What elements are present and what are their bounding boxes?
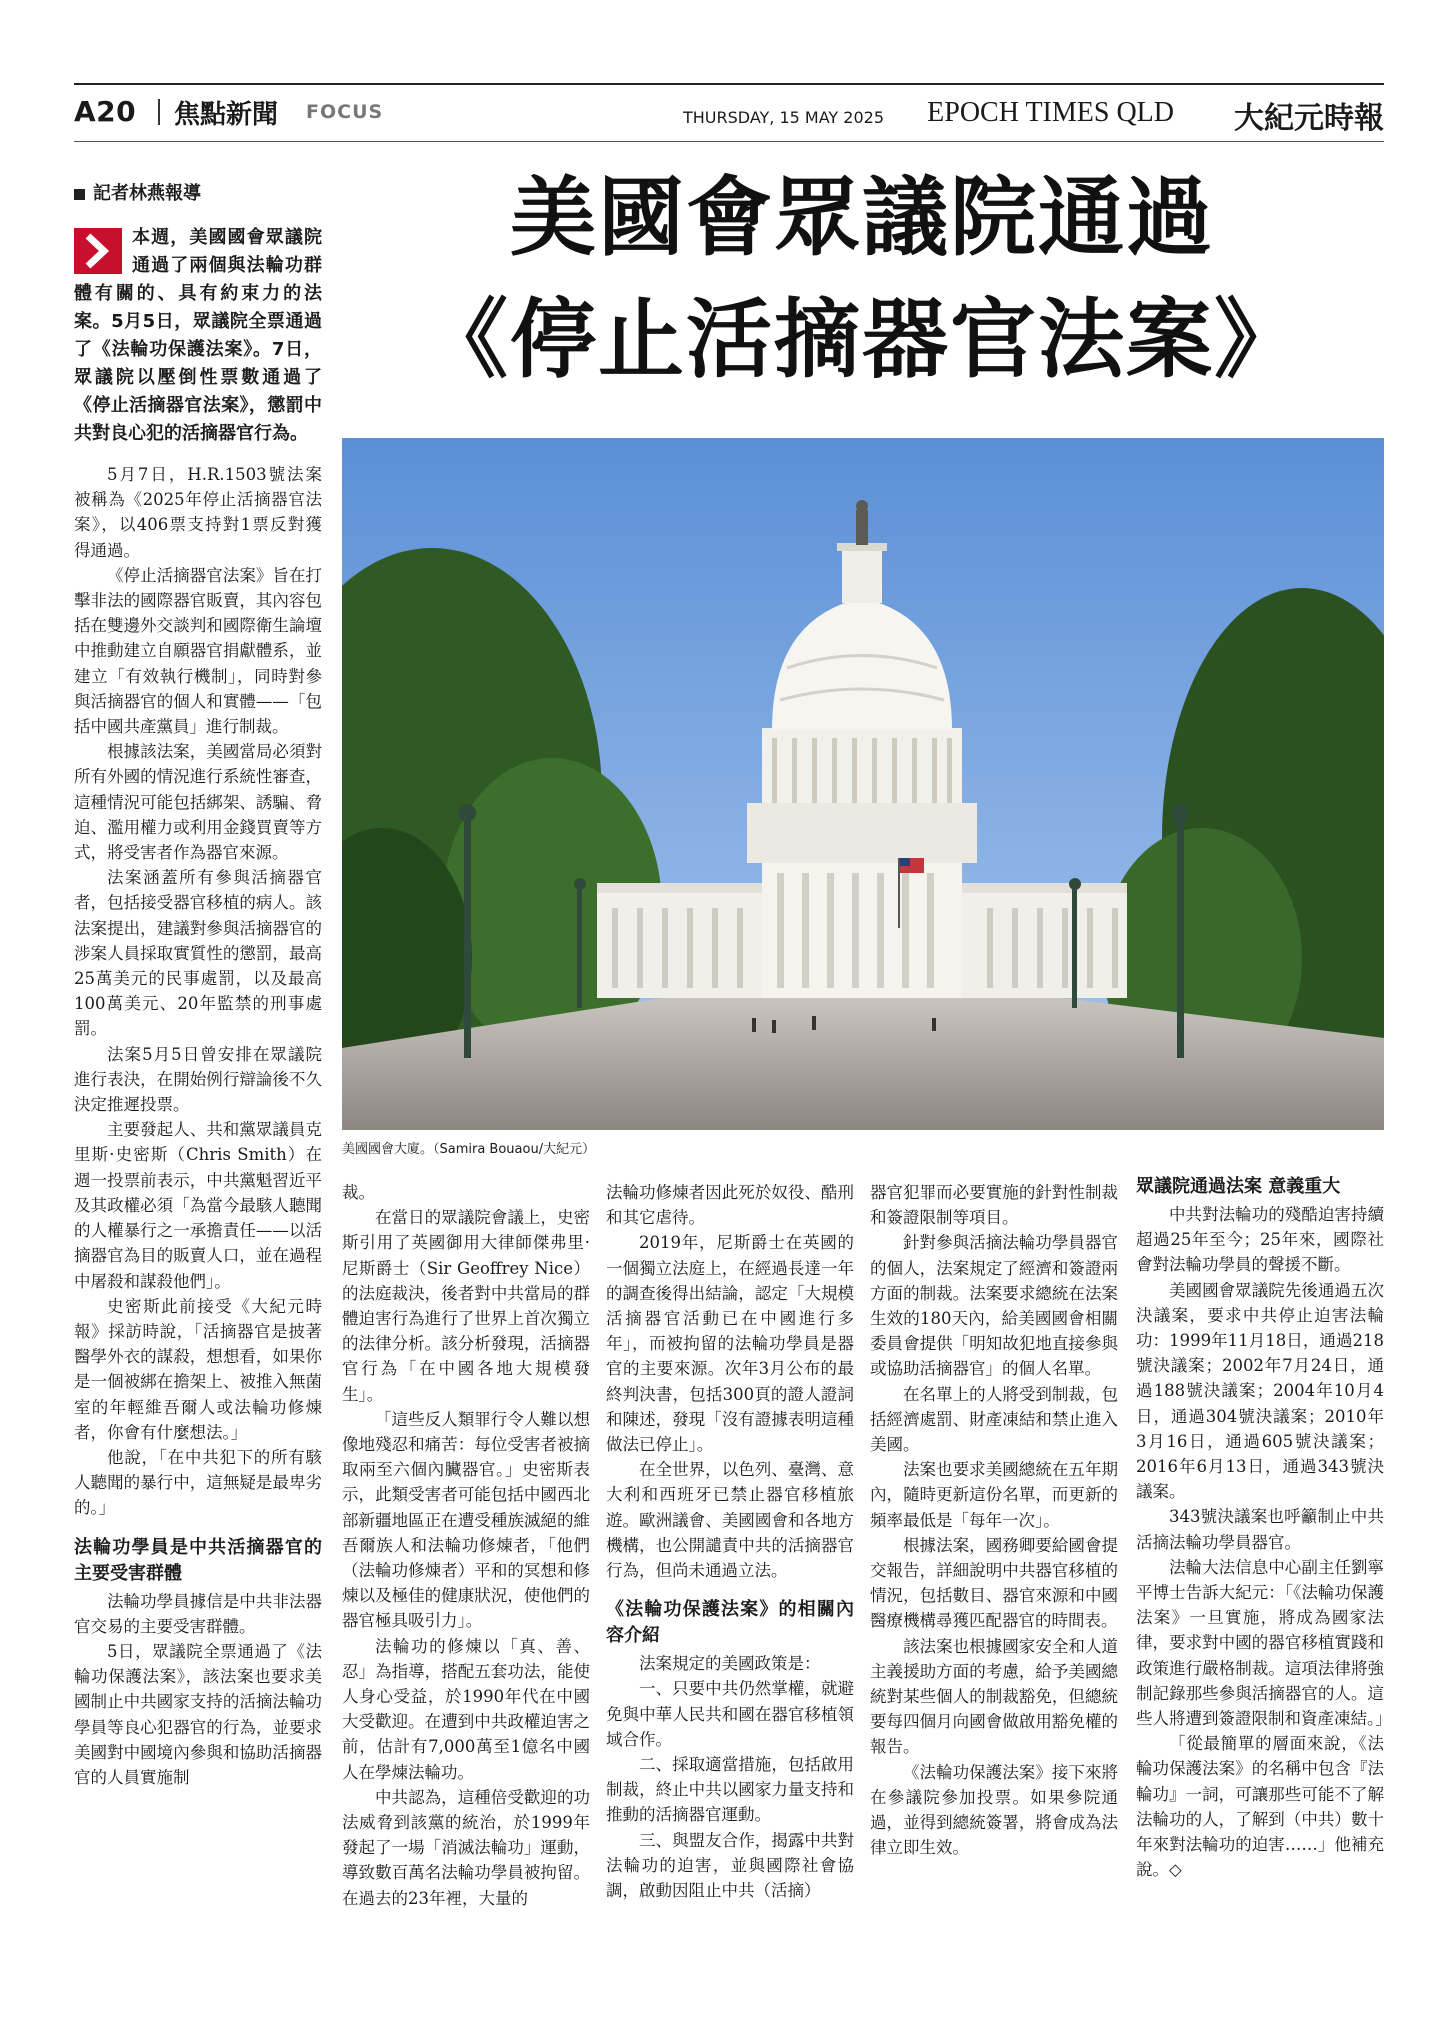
subheading: 眾議院通過法案 意義重大	[1136, 1176, 1341, 1197]
article-paragraph: 法案規定的美國政策是：	[639, 1654, 821, 1674]
article-paragraph: 法案涵蓋所有參與活摘器官者，包括接受器官移植的病人。該法案提出，建議對參與活摘器官的涉案人員採取實質性的懲罰，最高25萬美元的民事處罰，以及最高100萬美元、20年監禁的刑事處罰。	[74, 868, 322, 1039]
article-paragraph: 他說，「在中共犯下的所有駭人聽聞的暴行中，這無疑是最卑劣的。」	[74, 1447, 322, 1518]
article-paragraph: 根據該法案，美國當局必須對所有外國的情況進行系統性審查，這種情況可能包括綁架、誘騙、脅迫、濫用權力或利用金錢買賣等方式，將受害者作為器官來源。	[74, 742, 322, 863]
capitol-building-illustration	[342, 438, 1384, 1130]
article-paragraph: 針對參與活摘法輪功學員器官的個人，法案規定了經濟和簽證兩方面的制裁。法案要求總統在法案生效的180天內，給美國國會相關委員會提供「明知故犯地直接參與或協助活摘器官」的個人名單。	[870, 1233, 1118, 1379]
article-paragraph: 5日，眾議院全票通過了《法輪功保護法案》，該法案也要求美國制止中共國家支持的活摘法輪功學員等良心犯器官的行為，並要求美國對中國境內參與和協助活摘器官的人員實施制	[74, 1641, 322, 1787]
square-bullet-icon	[74, 189, 85, 200]
article-column-4	[870, 1180, 1118, 1860]
article-paragraph: 二、採取適當措施，包括啟用制裁，終止中共以國家力量支持和推動的活摘器官運動。	[606, 1755, 854, 1825]
article-paragraph: 法輪功的修煉以「真、善、忍」為指導，搭配五套功法，能使人身心受益，於1990年代在中國大受歡迎。在遭到中共政權迫害之前，估計有7,000萬至1億名中國人在學煉法輪功。	[342, 1636, 590, 1782]
article-paragraph: 美國國會眾議院先後通過五次決議案，要求中共停止迫害法輪功：1999年11月18日，通過218號決議案；2002年7月24日，通過188號決議案；2004年10月4日，通過304號決議案；2010年3月16日，通過605號決議案；2016年6月13日，通過343號決議案。	[1136, 1280, 1384, 1502]
header-bottom-rule	[74, 141, 1384, 142]
article-paragraph: 裁。	[342, 1183, 375, 1202]
issue-date: THURSDAY, 15 MAY 2025	[682, 108, 884, 127]
article-paragraph: 中共認為，這種倍受歡迎的功法威脅到該黨的統治，於1999年發起了一場「消滅法輪功」運動，導致數百萬名法輪功學員被拘留。在過去的23年裡，大量的	[342, 1787, 590, 1908]
article-paragraph: 主要發起人、共和黨眾議員克里斯·史密斯（Chris Smith）在週一投票前表示，中共黨魁習近平及其政權必須「為當今最駭人聽聞的人權暴行之一承擔責任——以活摘器官為目的販賣人口，並在過程中屠殺和謀殺他們」。	[74, 1120, 322, 1291]
header-separator	[158, 99, 160, 125]
article-paragraph: 法案也要求美國總統在五年期內，隨時更新這份名單，而更新的頻率最低是「每年一次」。	[870, 1460, 1118, 1530]
article-paragraph: 在全世界，以色列、臺灣、意大利和西班牙已禁止器官移植旅遊。歐洲議會、美國國會和各地方機構，也公開譴責中共的活摘器官行為，但尚未通過立法。	[606, 1460, 854, 1581]
article-paragraph: 三、與盟友合作，揭露中共對法輪功的迫害，並與國際社會協調，啟動因阻止中共（活摘）	[606, 1830, 854, 1901]
page-header	[74, 93, 1384, 141]
article-paragraph: 法輪功學員據信是中共非法器官交易的主要受害群體。	[74, 1591, 322, 1636]
article-paragraph: 史密斯此前接受《大紀元時報》採訪時說，「活摘器官是披著醫學外衣的謀殺，想想看，如果你是一個被綁在擔架上、被推入無菌室的年輕維吾爾人或法輪功修煉者，你會有什麼想法。」	[74, 1296, 322, 1442]
article-paragraph: 器官犯罪而必要實施的針對性制裁和簽證限制等項目。	[870, 1183, 1118, 1228]
photo-caption: 美國國會大廈。（Samira Bouaou/大紀元）	[342, 1142, 596, 1157]
article-paragraph: 2019年，尼斯爵士在英國的一個獨立法庭上，在經過長達一年的調查後得出結論，認定「大規模活摘器官活動已在中國進行多年」，而被拘留的法輪功學員是器官的主要來源。次年3月公布的最終判決書，包括300頁的證人證詞和陳述，發現「沒有證據表明這種做法已停止」。	[606, 1233, 854, 1455]
byline-text: 記者林燕報導	[93, 183, 201, 204]
article-column-2	[342, 1180, 590, 1911]
article-paragraph: 該法案也根據國家安全和人道主義援助方面的考慮，給予美國總統對某些個人的制裁豁免，但總統要每四個月向國會做啟用豁免權的報告。	[870, 1636, 1118, 1757]
paper-name-zh: 大紀元時報	[1234, 101, 1384, 136]
article-paragraph: 「這些反人類罪行令人難以想像地殘忍和痛苦：每位受害者被摘取兩至六個內臟器官。」史密斯表示，此類受害者可能包括中國西北部新疆地區正在遭受種族滅絕的維吾爾族人和法輪功修煉者，「他們（法輪功修煉者）平和的冥想和修煉以及極佳的健康狀況，使他們的器官極具吸引力」。	[342, 1409, 590, 1631]
article-column-1	[74, 224, 322, 1790]
lead-paragraph	[74, 224, 322, 448]
subheading: 法輪功學員是中共活摘器官的主要受害群體	[74, 1536, 322, 1584]
article-paragraph: 《法輪功保護法案》接下來將在參議院參加投票。如果參院通過，並得到總統簽署，將會成為法律立即生效。	[870, 1762, 1118, 1858]
headline-line-1: 美國會眾議院通過	[510, 167, 1214, 268]
article-paragraph: 在當日的眾議院會議上，史密斯引用了英國御用大律師傑弗里·尼斯爵士（Sir Geoffrey Nice）的法庭裁決，後者對中共當局的群體迫害行為進行了世界上首次獨立的法律分析。該分析發現，活摘器官行為「在中國各地大規模發生」。	[342, 1208, 590, 1404]
page-number: A20	[74, 95, 137, 128]
article-column-3	[606, 1180, 854, 1903]
header-top-rule	[74, 83, 1384, 85]
article-paragraph: 一、只要中共仍然掌權，就避免與中華人民共和國在器官移植領域合作。	[606, 1679, 854, 1749]
article-paragraph: 5月7日，H.R.1503號法案被稱為《2025年停止活摘器官法案》，以406票支持對1票反對獲得通過。	[74, 465, 322, 560]
article-paragraph: 法輪大法信息中心副主任劉寧平博士告訴大紀元：「《法輪功保護法案》一旦實施，將成為國家法律，要求對中國的器官移植實踐和政策進行嚴格制裁。這項法律將強制記錄那些參與活摘器官的人。這些人將遭到簽證限制和資產凍結。」	[1136, 1557, 1392, 1729]
article-paragraph: 根據法案，國務卿要給國會提交報告，詳細說明中共器官移植的情況，包括數目、器官來源和中國醫療機構尋獲匹配器官的時間表。	[870, 1535, 1118, 1631]
capitol-photo	[342, 438, 1384, 1130]
byline	[74, 179, 201, 205]
chevron-right-icon	[74, 228, 122, 274]
subheading: 《法輪功保護法案》的相關內容介紹	[606, 1599, 854, 1647]
paper-name-en: EPOCH TIMES QLD	[927, 97, 1174, 128]
section-name: 焦點新聞	[174, 100, 279, 130]
article-paragraph: 《停止活摘器官法案》旨在打擊非法的國際器官販賣，其內容包括在雙邊外交談判和國際衛生論壇中推動建立自願器官捐獻體系，並建立「有效執行機制」，同時對參與活摘器官的個人和實體——「包括中國共產黨員」進行制裁。	[74, 565, 322, 737]
section-name-en: FOCUS	[306, 101, 384, 123]
article-column-5	[1136, 1174, 1392, 1882]
headline-line-2: 《停止活摘器官法案》	[422, 289, 1302, 390]
article-paragraph: 法輪功修煉者因此死於奴役、酷刑和其它虐待。	[606, 1183, 854, 1228]
lead-text: 本週，美國國會眾議院通過了兩個與法輪功群體有關的、具有約束力的法案。5月5日，眾議院全票通過了《法輪功保護法案》。7日，眾議院以壓倒性票數通過了《停止活摘器官法案》，懲罰中共對良心犯的活摘器官行為。	[74, 227, 322, 444]
article-paragraph: 「從最簡單的層面來說，《法輪功保護法案》的名稱中包含『法輪功』一詞，可讓那些可能不了解法輪功的人，了解到（中共）數十年來對法輪功的迫害……」他補充說。◇	[1136, 1734, 1384, 1880]
article-paragraph: 343號決議案也呼籲制止中共活摘法輪功學員器官。	[1136, 1507, 1384, 1552]
article-paragraph: 在名單上的人將受到制裁，包括經濟處罰、財產凍結和禁止進入美國。	[870, 1384, 1118, 1455]
article-paragraph: 中共對法輪功的殘酷迫害持續超過25年至今；25年來，國際社會對法輪功學員的聲援不斷。	[1136, 1205, 1384, 1275]
article-paragraph: 法案5月5日曾安排在眾議院進行表決，在開始例行辯論後不久決定推遲投票。	[74, 1044, 322, 1115]
